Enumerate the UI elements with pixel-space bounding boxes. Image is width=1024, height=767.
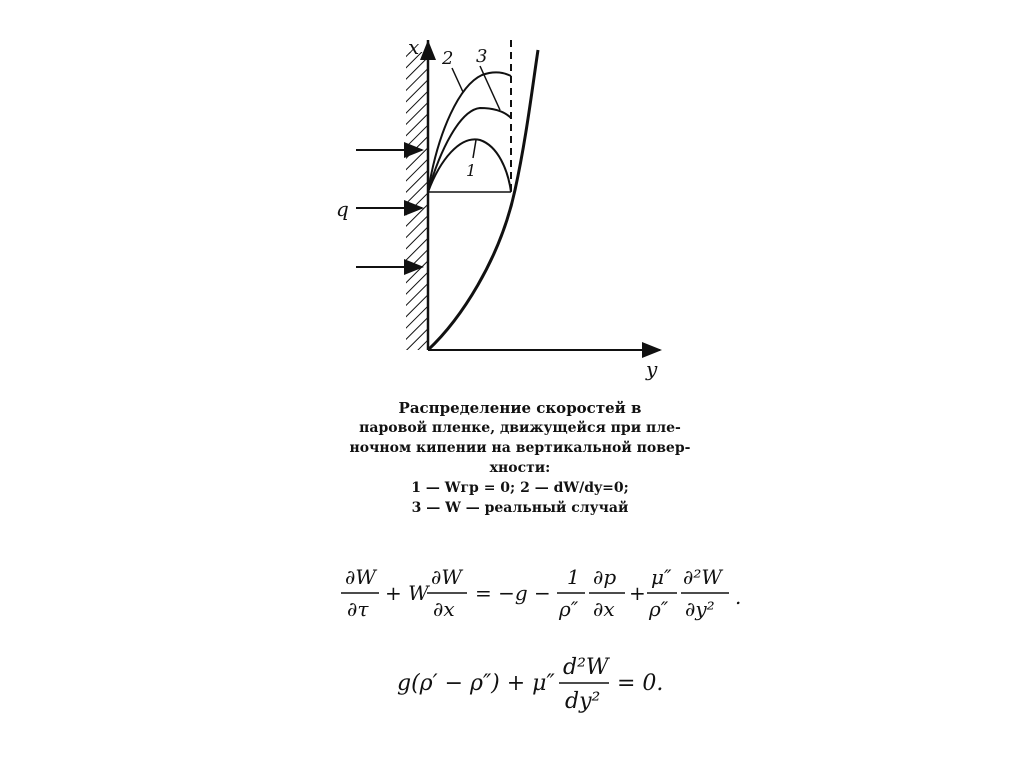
- caption-line-2: паровой пленке, движущейся при пле-: [359, 420, 681, 436]
- curve-1-leader: [473, 140, 476, 158]
- eq1-term3-numerator: 1: [567, 565, 580, 589]
- eq2-left-side: g(ρ′ − ρ″) + μ″: [397, 671, 555, 696]
- eq1-plus-w: + W: [385, 581, 429, 605]
- eq1-term5-numerator: μ″: [651, 565, 672, 589]
- caption-line-4: хности:: [489, 460, 551, 476]
- eq1-term4-denominator: ∂x: [593, 597, 615, 621]
- eq1-period: .: [735, 585, 742, 609]
- steady-state-equation: [395, 648, 695, 718]
- eq1-term2-denominator: ∂x: [433, 597, 455, 621]
- eq2-fraction-numerator: d²W: [563, 655, 609, 680]
- eq2-fraction-denominator: dy²: [565, 689, 601, 714]
- curve-label-2: 2: [442, 48, 454, 69]
- eq1-term5-denominator: ρ″: [649, 597, 669, 621]
- eq1-term1-denominator: ∂τ: [347, 597, 369, 621]
- momentum-equation: [335, 560, 755, 630]
- curve-label-3: 3: [476, 46, 488, 67]
- y-axis-label: y: [646, 357, 658, 381]
- eq1-term3-denominator: ρ″: [559, 597, 579, 621]
- eq1-term6-denominator: ∂y²: [685, 597, 715, 621]
- velocity-profile-diagram: [330, 30, 690, 390]
- caption-line-1: Распределение скоростей в: [398, 399, 642, 417]
- film-boundary-curve: [428, 50, 538, 350]
- caption-line-6: 3 — W — реальный случай: [411, 500, 629, 516]
- curve-2-leader: [452, 68, 463, 92]
- wall-hatching: [406, 52, 428, 350]
- curve-label-1: 1: [466, 161, 477, 180]
- x-axis-label: x: [408, 35, 420, 59]
- eq1-term1-numerator: ∂W: [345, 565, 376, 589]
- caption-line-5: 1 — Wгр = 0; 2 — dW/dy=0;: [411, 480, 629, 496]
- caption-line-3: ночном кипении на вертикальной повер-: [349, 440, 691, 456]
- figure-caption: [340, 398, 700, 518]
- eq1-plus: +: [629, 581, 646, 605]
- eq1-term2-numerator: ∂W: [431, 565, 462, 589]
- eq1-term4-numerator: ∂p: [593, 565, 617, 589]
- eq2-right-side: = 0.: [617, 671, 664, 696]
- eq1-equals-minus-g: = −g −: [475, 581, 551, 605]
- heat-flux-label: q: [336, 197, 349, 221]
- eq1-term6-numerator: ∂²W: [683, 565, 722, 589]
